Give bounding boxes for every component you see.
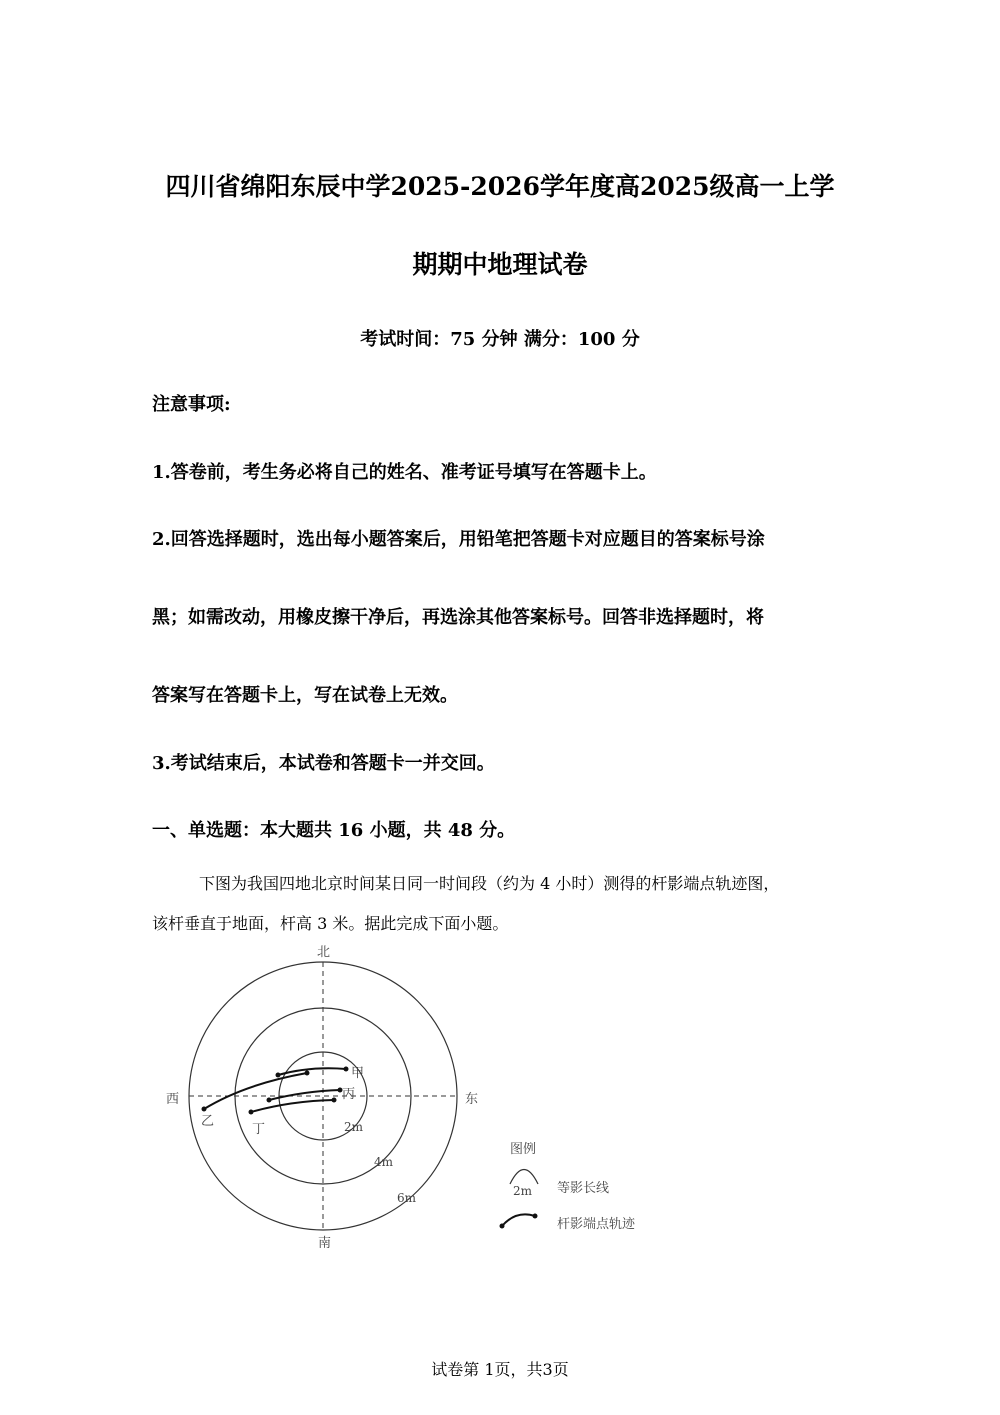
legend-contour-label: 等影长线 [557, 1181, 610, 1196]
notice-item-1: 1.答卷前，考生务必将自己的姓名、准考证号填写在答题卡上。 [152, 462, 657, 483]
ring-label-6m: 6m [397, 1191, 417, 1205]
page-footer: 试卷第 1页，共3页 [431, 1360, 569, 1379]
track-label-bing: 丙 [342, 1087, 356, 1102]
direction-west: 西 [166, 1092, 180, 1107]
title-line-2: 期期中地理试卷 [412, 250, 588, 279]
question-intro-line-1: 下图为我国四地北京时间某日同一时间段（约为 4 小时）测得的杆影端点轨迹图， [199, 874, 780, 893]
title-line-1: 四川省绵阳东辰中学2025-2026学年度高2025级高一上学 [165, 172, 835, 201]
track-legend-icon [502, 1214, 535, 1226]
section-heading: 一、单选题：本大题共 16 小题，共 48 分。 [152, 820, 516, 841]
track-label-ding: 丁 [252, 1122, 266, 1137]
track-label-yi: 乙 [201, 1114, 215, 1129]
figure-legend [500, 1142, 637, 1232]
ring-label-4m: 4m [374, 1155, 394, 1169]
notice-item-2-line-1: 2.回答选择题时，选出每小题答案后，用铅笔把答题卡对应题目的答案标号涂 [152, 529, 765, 550]
legend-contour-value: 2m [513, 1184, 533, 1198]
notice-item-2-line-3: 答案写在答题卡上，写在试卷上无效。 [152, 685, 458, 706]
notice-item-2-line-2: 黑；如需改动，用橡皮擦干净后，再选涂其他答案标号。回答非选择题时，将 [152, 607, 764, 628]
exam-info: 考试时间：75 分钟 满分：100 分 [360, 329, 640, 350]
legend-track-label: 杆影端点轨迹 [557, 1217, 636, 1232]
contour-legend-icon [510, 1170, 538, 1185]
ring-label-2m: 2m [344, 1120, 364, 1134]
direction-south: 南 [318, 1236, 332, 1251]
notice-item-3: 3.考试结束后，本试卷和答题卡一并交回。 [152, 753, 495, 774]
direction-north: 北 [317, 945, 331, 960]
track-ding [251, 1100, 334, 1112]
track-label-jia: 甲 [351, 1066, 365, 1081]
direction-east: 东 [465, 1092, 479, 1107]
question-intro-line-2: 该杆垂直于地面，杆高 3 米。据此完成下面小题。 [152, 914, 509, 933]
notice-heading: 注意事项: [152, 394, 231, 415]
legend-title: 图例 [510, 1142, 537, 1157]
shadow-track-figure [150, 935, 670, 1265]
